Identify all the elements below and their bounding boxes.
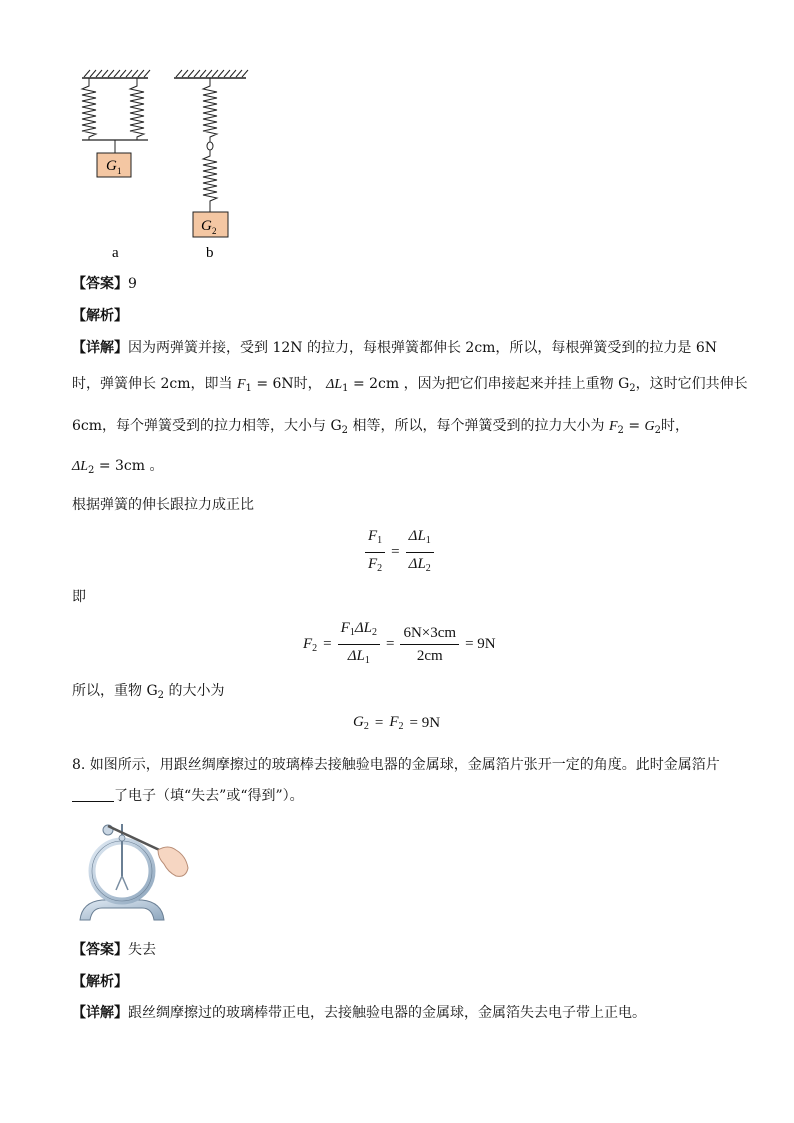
- hand-icon: [158, 847, 188, 876]
- figure-label-b: b: [206, 245, 214, 261]
- q7-so-text: 所以，重物 $G_2$ 的大小为: [72, 683, 225, 701]
- springs-figure: [70, 66, 270, 266]
- q8-analysis-tag: 【解析】: [72, 974, 128, 990]
- answer-blank: [72, 787, 114, 802]
- svg-text:1: 1: [117, 166, 122, 176]
- spring-b-lower: [203, 150, 217, 212]
- answer-value: 9: [128, 276, 137, 292]
- metal-foil-right: [122, 876, 128, 890]
- q7-detail-line3: 6cm，每个弹簧受到的拉力相等，大小与 $G_2$ 相等，所以，每个弹簧受到的拉力大小为 $F_2 = G_2$时，: [72, 418, 690, 436]
- svg-text:2: 2: [212, 226, 217, 236]
- q8-question-line2: 了电子（填“失去”或“得到”）。: [72, 786, 304, 806]
- detail-tag: 【详解】: [72, 340, 128, 356]
- q7-proportion-text: 根据弹簧的伸长跟拉力成正比: [72, 497, 254, 513]
- spring-a-right: [130, 78, 144, 140]
- q8-detail: 【详解】跟丝绸摩擦过的玻璃棒带正电，去接触验电器的金属球，金属箔失去电子带上正电。: [72, 1005, 646, 1021]
- fraction-extension: $\frac{\Delta L_1}{\Delta L_2}$: [406, 527, 434, 578]
- electroscope-figure: [72, 816, 196, 924]
- q7-detail-line2: 时，弹簧伸长 2cm，即当 $F_1 = 6N$时， $\Delta L_1 = 2cm$ ，因为把它们串接起来并挂上重物 $G_2$，这时它们共伸长: [72, 376, 748, 394]
- answer-value: 失去: [128, 942, 156, 958]
- equation-solve-f2: $F_2$ = $\frac{F_1\Delta L_2}{\Delta L_1}$ = $\frac{6N\times 3cm}{2cm}$ = 9N: [303, 620, 496, 666]
- q8-question-line1: 8. 如图所示，用跟丝绸摩擦过的玻璃棒去接触验电器的金属球，金属箔片张开一定的角度。此时金属箔片: [72, 757, 720, 773]
- q7-ji-text: 即: [72, 589, 86, 605]
- weight-g1-label: G: [106, 158, 117, 174]
- equation-result: $G_2$ = $F_2$ = 9N: [353, 714, 441, 732]
- figure-label-a: a: [112, 245, 119, 261]
- equation-ratio: $\frac{F_1}{F_2}$ = $\frac{\Delta L_1}{\Delta L_2}$: [365, 527, 434, 578]
- answer-tag: 【答案】: [72, 276, 128, 292]
- q7-detail-line4: $\Delta L_2 = 3cm$ 。: [72, 458, 164, 476]
- metal-foil-left: [116, 876, 122, 890]
- ceiling-hatch-a: [82, 70, 150, 78]
- q7-answer: [72, 274, 137, 294]
- spring-a-left: [82, 78, 96, 140]
- fraction-force: $\frac{F_1}{F_2}$: [365, 527, 385, 578]
- q7-detail-line1: 【详解】因为两弹簧并接，受到 12N 的拉力，每根弹簧都伸长 2cm，所以，每根弹簧受到的拉力是 6N: [72, 340, 718, 356]
- weight-g2-label: G: [201, 218, 212, 234]
- q7-analysis-tag: 【解析】: [72, 308, 128, 324]
- spring-b-upper: [203, 78, 217, 142]
- q8-answer: 【答案】失去: [72, 942, 156, 958]
- ceiling-hatch-b: [174, 70, 248, 78]
